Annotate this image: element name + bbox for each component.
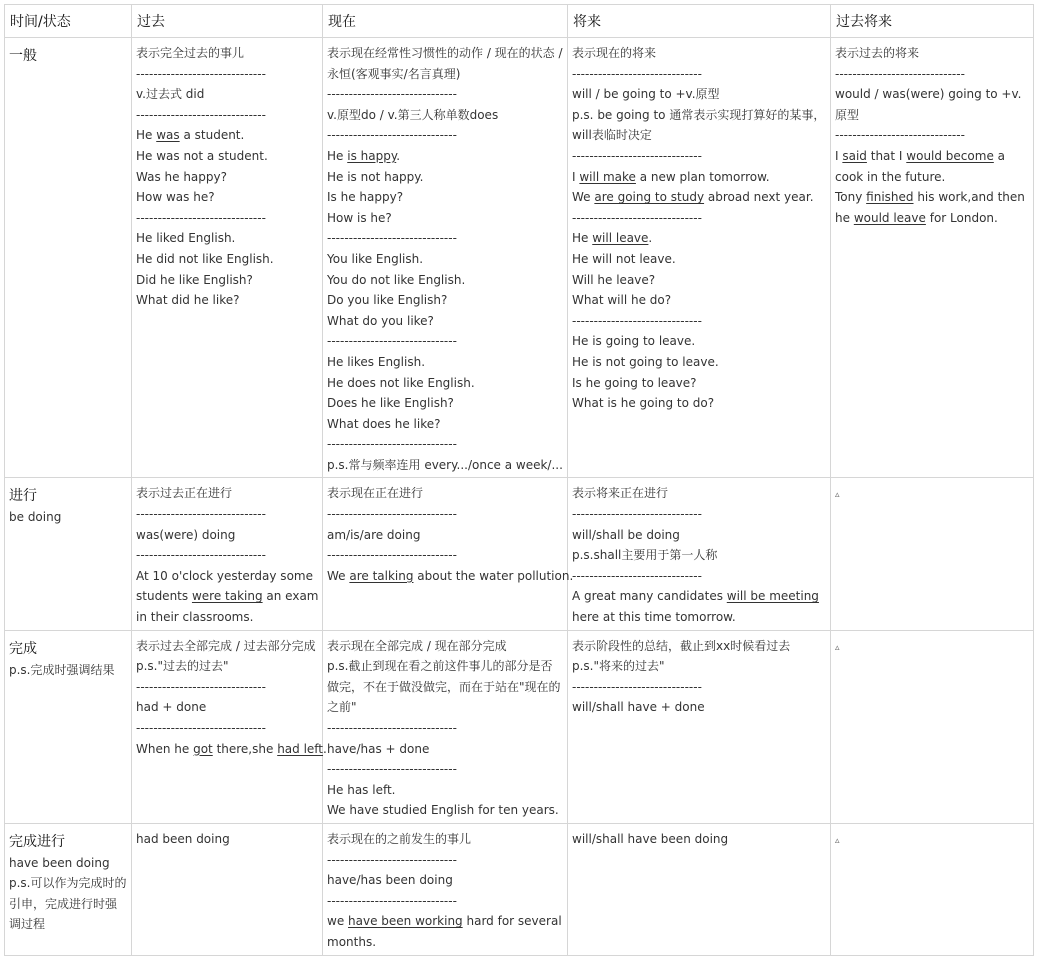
cell-line: How is he?: [327, 210, 392, 225]
dashed-separator: ------------------------------: [136, 107, 266, 122]
cell-line: He is not happy.: [327, 169, 424, 184]
cell-line: [835, 146, 1030, 187]
triangle-mark-icon: ▵: [835, 835, 840, 846]
text-segment: there,she: [212, 741, 278, 756]
cell-line: had been doing: [136, 831, 230, 846]
dashed-separator: ------------------------------: [327, 852, 457, 867]
header-past: 过去: [132, 5, 323, 38]
row-subtitle: be doing: [9, 510, 62, 525]
cell-line: 表示完全过去的事儿: [136, 46, 245, 60]
dashed-separator: ------------------------------: [327, 893, 457, 908]
dashed-separator: ------------------------------: [572, 679, 702, 694]
text-segment: When he: [136, 741, 194, 756]
text-segment: a cook in the future.: [835, 148, 1005, 184]
text-segment: .: [396, 148, 401, 163]
triangle-mark-icon: ▵: [835, 490, 840, 501]
dashed-separator: ------------------------------: [136, 721, 266, 735]
cell-line: p.s.常与频率连用 every.../once a week/...: [327, 457, 563, 472]
cell-future: [568, 38, 831, 478]
cell-line: Is he going to leave?: [572, 375, 697, 390]
cell-line: What does he like?: [327, 416, 441, 431]
cell-line: What will he do?: [572, 293, 672, 308]
text-segment: hard for several months.: [327, 914, 562, 949]
cell-line: He is not going to leave.: [572, 354, 719, 369]
cell-line: have/has been doing: [327, 873, 453, 888]
cell-line: [327, 146, 564, 167]
text-segment: We: [327, 568, 350, 583]
dashed-separator: ------------------------------: [572, 507, 702, 522]
cell-line: 表示将来正在进行: [572, 486, 669, 501]
cell-line: [835, 187, 1030, 228]
row-title: 一般: [9, 48, 37, 64]
cell-line: 表示过去全部完成 / 过去部分完成: [136, 638, 316, 653]
row-header: [5, 38, 132, 478]
cell-line: was(were) doing: [136, 527, 236, 542]
underlined-verb: will make: [579, 169, 636, 184]
cell-line: will/shall have + done: [572, 700, 705, 715]
cell-line: He was not a student.: [136, 148, 268, 163]
cell-line: would / was(were) going to +v.原型: [835, 87, 1022, 122]
cell-line: Will he leave?: [572, 272, 656, 287]
cell-future: [568, 823, 831, 955]
text-segment: an exam in their classrooms.: [136, 589, 319, 625]
header-past-future: 过去将来: [831, 5, 1034, 38]
dashed-separator: ------------------------------: [835, 66, 965, 81]
cell-line: will / be going to +v.原型: [572, 87, 720, 102]
text-segment: his work,and then he: [835, 190, 1025, 225]
cell-line: p.s."将来的过去": [572, 659, 665, 674]
cell-line: p.s.截止到现在看之前这件事儿的部分是否做完，不在于做没做完，而在于站在"现在的之前": [327, 659, 561, 715]
row-header: [5, 823, 132, 955]
cell-line: [572, 187, 827, 208]
text-segment: We: [572, 190, 595, 205]
dashed-separator: ------------------------------: [327, 128, 457, 143]
cell-line: He has left.: [327, 782, 396, 797]
dashed-separator: ------------------------------: [327, 721, 457, 735]
text-segment: about the water pollution.: [413, 568, 574, 583]
row-subtitle: have been doing: [9, 855, 110, 870]
cell-line: What did he like?: [136, 293, 240, 308]
cell-line: 表示现在全部完成 / 现在部分完成: [327, 638, 507, 653]
cell-past: [132, 823, 323, 955]
row-progressive: [5, 478, 1034, 630]
cell-line: He is going to leave.: [572, 334, 696, 349]
text-segment: abroad next year.: [704, 190, 814, 205]
text-segment: .: [323, 741, 327, 756]
dashed-separator: ------------------------------: [572, 148, 702, 163]
cell-line: You like English.: [327, 251, 424, 266]
header-future: 将来: [568, 5, 831, 38]
underlined-verb: will leave: [592, 231, 649, 246]
dashed-separator: ------------------------------: [327, 548, 457, 563]
cell-past-future: [831, 478, 1034, 630]
cell-line: He will not leave.: [572, 251, 676, 266]
underlined-verb: would leave: [853, 210, 926, 225]
cell-line: Do you like English?: [327, 293, 448, 308]
dashed-separator: ------------------------------: [327, 507, 457, 522]
cell-line: v.过去式 did: [136, 87, 205, 102]
text-segment: here at this time tomorrow.: [572, 610, 736, 625]
cell-line: will/shall have been doing: [572, 831, 729, 846]
cell-line: He does not like English.: [327, 375, 475, 390]
cell-line: He liked English.: [136, 231, 236, 246]
cell-future: [568, 630, 831, 823]
dashed-separator: ------------------------------: [136, 679, 266, 694]
row-header: [5, 478, 132, 630]
dashed-separator: ------------------------------: [327, 334, 457, 349]
cell-line: What do you like?: [327, 313, 434, 328]
dashed-separator: ------------------------------: [572, 568, 702, 583]
row-title: 完成: [9, 640, 37, 657]
cell-line: [572, 167, 827, 188]
cell-past-future: [831, 38, 1034, 478]
cell-line: p.s.shall主要用于第一人称: [572, 548, 718, 563]
cell-line: [327, 566, 574, 587]
underlined-verb: is happy: [347, 148, 397, 163]
cell-line: [136, 125, 319, 146]
cell-line: 表示阶段性的总结，截止到xx时候看过去: [572, 638, 791, 653]
cell-line: had + done: [136, 700, 207, 715]
cell-line: [327, 911, 564, 952]
cell-line: We have studied English for ten years.: [327, 803, 559, 818]
cell-line: How was he?: [136, 190, 215, 205]
cell-present: [323, 38, 568, 478]
cell-line: [136, 566, 319, 628]
cell-line: 表示现在经常性习惯性的动作 / 现在的状态 / 永恒(客观事实/名言真理): [327, 46, 563, 81]
underlined-verb: are talking: [349, 568, 414, 583]
underlined-verb: were taking: [191, 589, 263, 604]
text-segment: that I: [866, 148, 907, 163]
dashed-separator: ------------------------------: [136, 210, 266, 225]
cell-past: [132, 478, 323, 630]
row-general: [5, 38, 1034, 478]
text-segment: we: [327, 914, 349, 929]
dashed-separator: ------------------------------: [572, 66, 702, 81]
cell-past-future: [831, 823, 1034, 955]
cell-line: 表示现在的之前发生的事儿: [327, 831, 472, 846]
cell-line: Was he happy?: [136, 169, 227, 184]
cell-line: 表示现在的将来: [572, 46, 657, 60]
dashed-separator: ------------------------------: [327, 231, 457, 246]
cell-line: have/has + done: [327, 741, 430, 756]
underlined-verb: finished: [866, 190, 914, 205]
text-segment: for London.: [925, 210, 998, 225]
underlined-verb: was: [156, 128, 180, 143]
text-segment: At 10 o'clock yesterday some students: [136, 568, 313, 604]
cell-present: [323, 823, 568, 955]
text-segment: He: [572, 231, 593, 246]
cell-line: p.s. be going to 通常表示实现打算好的某事，will表临时决定: [572, 107, 826, 143]
text-segment: I: [835, 148, 843, 163]
dashed-separator: ------------------------------: [136, 548, 266, 563]
cell-line: 表示过去正在进行: [136, 486, 233, 501]
cell-line: p.s."过去的过去": [136, 659, 229, 674]
underlined-verb: would become: [906, 148, 994, 163]
text-segment: Tony: [835, 190, 867, 205]
text-segment: I: [572, 169, 580, 184]
underlined-verb: are going to study: [594, 190, 705, 205]
cell-present: [323, 630, 568, 823]
dashed-separator: ------------------------------: [136, 66, 266, 81]
cell-line: [136, 739, 327, 760]
cell-past-future: [831, 630, 1034, 823]
cell-line: 表示现在正在进行: [327, 486, 424, 501]
dashed-separator: ------------------------------: [572, 313, 702, 328]
cell-line: 表示过去的将来: [835, 46, 920, 60]
text-segment: A great many candidates: [572, 589, 727, 604]
dashed-separator: ------------------------------: [835, 128, 965, 143]
dashed-separator: ------------------------------: [327, 762, 457, 777]
row-perfect-progressive: [5, 823, 1034, 955]
row-subtitle: p.s.可以作为完成时的引申，完成进行时强调过程: [9, 876, 127, 932]
underlined-verb: said: [842, 148, 867, 163]
cell-present: [323, 478, 574, 630]
text-segment: He: [136, 128, 157, 143]
underlined-verb: will be meeting: [726, 589, 819, 604]
underlined-verb: had left: [277, 741, 324, 756]
header-time-state: 时间/状态: [5, 5, 132, 38]
cell-past: [132, 630, 327, 823]
dashed-separator: ------------------------------: [136, 507, 266, 522]
header-row: [5, 5, 1034, 38]
cell-line: will/shall be doing: [572, 527, 680, 542]
row-header: [5, 630, 132, 823]
cell-line: Did he like English?: [136, 272, 253, 287]
dashed-separator: ------------------------------: [327, 437, 457, 452]
cell-line: [572, 228, 827, 249]
text-segment: He: [327, 148, 348, 163]
underlined-verb: have been working: [348, 914, 463, 929]
cell-line: What is he going to do?: [572, 396, 715, 411]
row-perfect: [5, 630, 1034, 823]
tense-table: [4, 4, 1034, 956]
text-segment: a new plan tomorrow.: [635, 169, 770, 184]
text-segment: .: [648, 231, 653, 246]
dashed-separator: ------------------------------: [572, 210, 702, 225]
cell-line: [572, 586, 827, 627]
text-segment: a student.: [179, 128, 245, 143]
row-title: 进行: [9, 488, 37, 505]
cell-line: v.原型do / v.第三人称单数does: [327, 107, 499, 122]
cell-line: am/is/are doing: [327, 527, 421, 542]
dashed-separator: ------------------------------: [327, 87, 457, 102]
header-present: 现在: [323, 5, 568, 38]
cell-past: [132, 38, 323, 478]
cell-line: He did not like English.: [136, 251, 274, 266]
cell-line: You do not like English.: [327, 272, 466, 287]
underlined-verb: got: [193, 741, 213, 756]
triangle-mark-icon: ▵: [835, 642, 840, 653]
row-title: 完成进行: [9, 833, 65, 850]
row-subtitle: p.s.完成时强调结果: [9, 662, 115, 677]
cell-future: [568, 478, 831, 630]
cell-line: He likes English.: [327, 354, 426, 369]
cell-line: Is he happy?: [327, 190, 404, 205]
cell-line: Does he like English?: [327, 396, 454, 411]
